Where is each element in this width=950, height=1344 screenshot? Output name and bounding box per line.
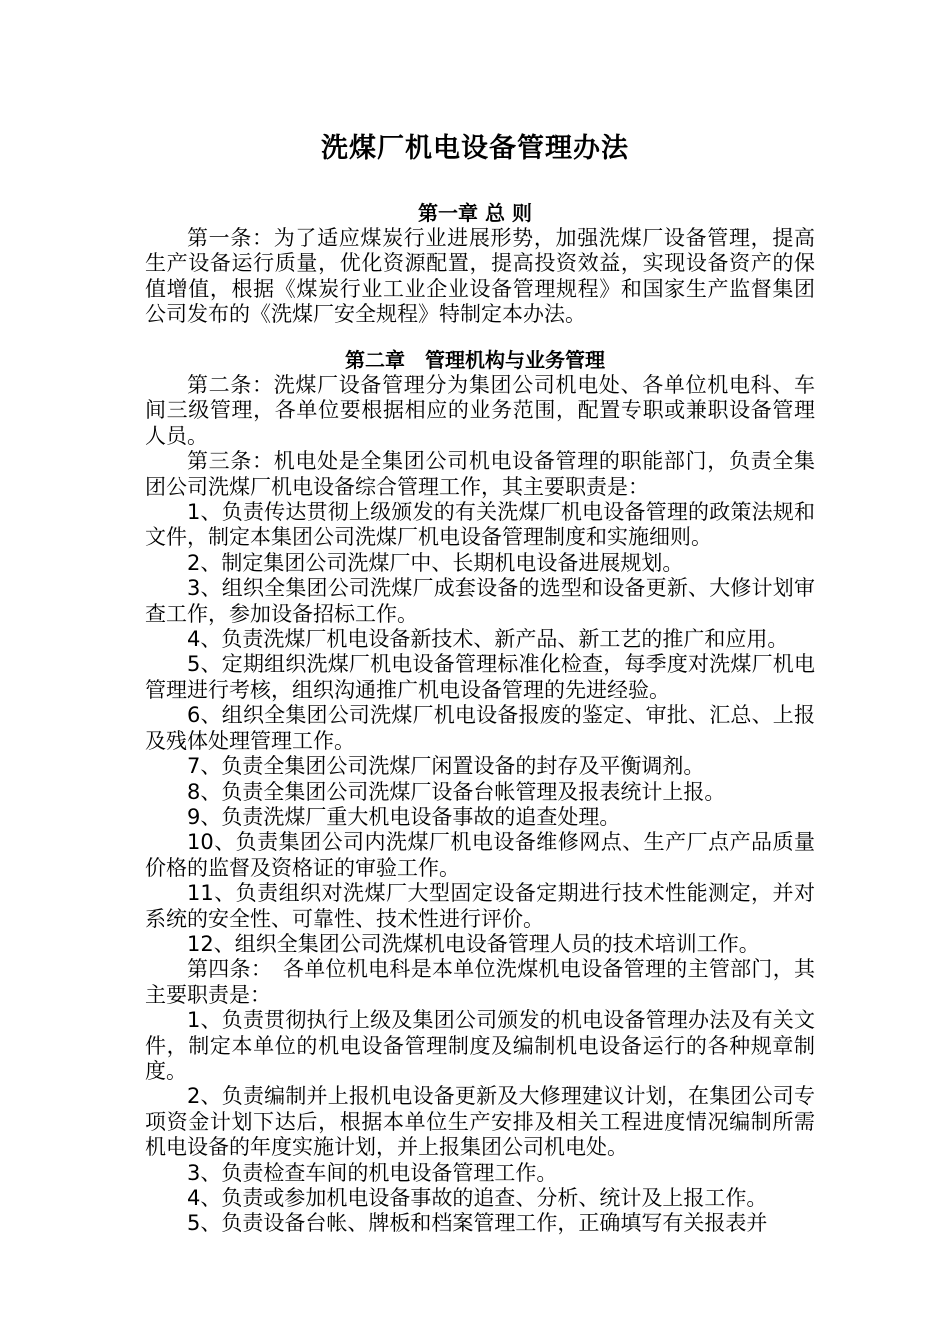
list-item: 1、负责贯彻执行上级及集团公司颁发的机电设备管理办法及有关文件，制定本单位的机电设备管理制度及编制机电设备运行的各种规章制度。 (145, 1008, 815, 1083)
paragraph: 第四条： 各单位机电科是本单位洗煤机电设备管理的主管部门，其主要职责是： (145, 957, 815, 1007)
chapter-1-heading: 第一章 总 则 (418, 201, 532, 225)
list-item: 5、负责设备台帐、牌板和档案管理工作，正确填写有关报表并 (187, 1211, 768, 1236)
list-item: 8、负责全集团公司洗煤厂设备台帐管理及报表统计上报。 (187, 779, 726, 804)
list-item: 4、负责洗煤厂机电设备新技术、新产品、新工艺的推广和应用。 (187, 627, 789, 652)
list-item: 11、负责组织对洗煤厂大型固定设备定期进行技术性能测定，并对系统的安全性、可靠性、技术性进行评价。 (145, 881, 815, 931)
list-item: 9、负责洗煤厂重大机电设备事故的追查处理。 (187, 804, 621, 829)
chapter-1-body (145, 226, 815, 328)
chapter-2-body (145, 373, 815, 1237)
document-title: 洗煤厂机电设备管理办法 (321, 133, 629, 164)
list-item: 6、组织全集团公司洗煤厂机电设备报废的鉴定、审批、汇总、上报及残体处理管理工作。 (145, 703, 815, 753)
list-item: 12、组织全集团公司洗煤机电设备管理人员的技术培训工作。 (187, 931, 760, 956)
list-item: 2、负责编制并上报机电设备更新及大修理建议计划，在集团公司专项资金计划下达后，根据本单位生产安排及相关工程进度情况编制所需机电设备的年度实施计划，并上报集团公司机电处。 (145, 1084, 815, 1160)
list-item: 2、制定集团公司洗煤厂中、长期机电设备进展规划。 (187, 550, 684, 575)
list-item: 10、负责集团公司内洗煤厂机电设备维修网点、生产厂点产品质量价格的监督及资格证的审验工作。 (145, 830, 815, 880)
paragraph: 第三条：机电处是全集团公司机电设备管理的职能部门，负责全集团公司洗煤厂机电设备综合管理工作，其主要职责是： (145, 449, 815, 499)
list-item: 7、负责全集团公司洗煤厂闲置设备的封存及平衡调剂。 (187, 754, 705, 779)
list-item: 5、定期组织洗煤厂机电设备管理标准化检查，每季度对洗煤厂机电管理进行考核，组织沟通推广机电设备管理的先进经验。 (145, 652, 815, 702)
list-item: 4、负责或参加机电设备事故的追查、分析、统计及上报工作。 (187, 1186, 768, 1210)
paragraph: 第二条：洗煤厂设备管理分为集团公司机电处、各单位机电科、车间三级管理，各单位要根据相应的业务范围，配置专职或兼职设备管理人员。 (145, 373, 815, 448)
list-item: 3、负责检查车间的机电设备管理工作。 (187, 1160, 558, 1185)
paragraph: 第一条：为了适应煤炭行业进展形势，加强洗煤厂设备管理，提高生产设备运行质量，优化资源配置，提高投资效益，实现设备资产的保值增值，根据《煤炭行业工业企业设备管理规程》和国家生产监督集团公司发布的《洗煤厂安全规程》特制定本办法。 (145, 226, 815, 327)
list-item: 1、负责传达贯彻上级颁发的有关洗煤厂机电设备管理的政策法规和文件，制定本集团公司洗煤厂机电设备管理制度和实施细则。 (145, 500, 815, 550)
list-item: 3、组织全集团公司洗煤厂成套设备的选型和设备更新、大修计划审查工作，参加设备招标工作。 (145, 576, 815, 626)
chapter-2-heading: 第二章 管理机构与业务管理 (345, 348, 605, 372)
